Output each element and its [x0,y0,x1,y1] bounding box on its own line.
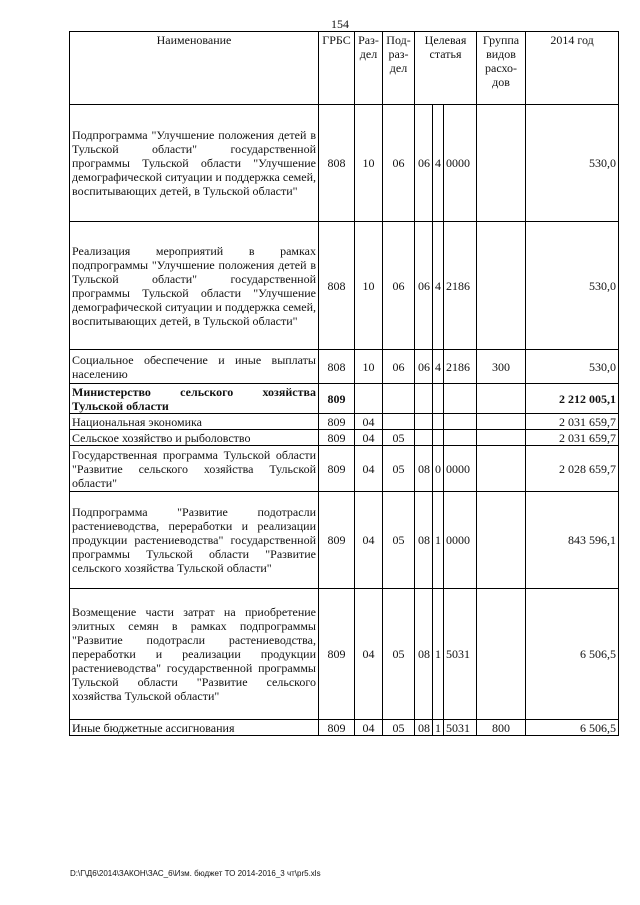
row-grbs: 809 [319,414,355,430]
row-name: Министерство сельского хозяйства Тульской области [70,384,319,414]
row-target-item-code [444,384,477,414]
row-name: Подпрограмма "Развитие подотрасли растениеводства, переработки и реализации продукции растениеводства" государственной программы Тульской области "Развитие сельского хозяйства Тульской области" [70,492,319,589]
row-podrazdel: 05 [383,430,415,446]
row-name: Сельское хозяйство и рыболовство [70,430,319,446]
header-razdel: Раз- дел [355,32,383,105]
row-amount: 530,0 [526,350,619,384]
row-target-program-code [415,430,433,446]
row-expense-type [477,446,526,492]
row-grbs: 809 [319,384,355,414]
row-amount: 6 506,5 [526,589,619,720]
row-podrazdel: 05 [383,446,415,492]
row-target-item-code [444,430,477,446]
row-amount: 2 031 659,7 [526,430,619,446]
table-row [70,350,619,384]
row-expense-type [477,430,526,446]
row-target-program-code: 08 [415,492,433,589]
row-razdel: 04 [355,720,383,736]
row-name: Иные бюджетные ассигнования [70,720,319,736]
row-target-program-code: 08 [415,720,433,736]
row-amount: 6 506,5 [526,720,619,736]
table-row [70,720,619,736]
row-razdel: 04 [355,430,383,446]
row-name: Национальная экономика [70,414,319,430]
row-name: Подпрограмма "Улучшение положения детей в Тульской области" государственной программы Тульской области "Улучшение демографической ситуации и поддержка семей, воспитывающих детей, в Тульской области" [70,105,319,222]
table-row [70,589,619,720]
row-expense-type [477,105,526,222]
row-expense-type [477,384,526,414]
row-amount: 843 596,1 [526,492,619,589]
row-target-item-code: 0000 [444,492,477,589]
page-number: 154 [331,17,349,31]
row-podrazdel: 06 [383,105,415,222]
row-razdel: 04 [355,492,383,589]
row-amount: 530,0 [526,222,619,350]
row-grbs: 809 [319,589,355,720]
row-razdel: 10 [355,105,383,222]
row-razdel: 10 [355,222,383,350]
row-expense-type [477,589,526,720]
row-grbs: 808 [319,350,355,384]
row-target-item-code: 2186 [444,222,477,350]
budget-table [69,31,619,736]
row-podrazdel: 05 [383,589,415,720]
table-row [70,430,619,446]
row-expense-type [477,222,526,350]
row-razdel: 04 [355,414,383,430]
row-grbs: 808 [319,105,355,222]
header-celevaya-statya: Целевая статья [415,32,477,105]
row-grbs: 809 [319,446,355,492]
row-target-program-code: 06 [415,350,433,384]
row-expense-type: 300 [477,350,526,384]
row-target-subprogram-code [433,430,444,446]
table-row [70,446,619,492]
header-name: Наименование [70,32,319,105]
row-target-item-code: 2186 [444,350,477,384]
row-target-item-code: 5031 [444,589,477,720]
row-podrazdel: 05 [383,492,415,589]
row-razdel: 04 [355,446,383,492]
file-path-footer: D:\Г\Д6\2014\ЗАКОН\ЗАС_6\Изм. бюджет ТО 2014-2016_3 чт\pr5.xls [70,869,321,878]
row-target-program-code: 08 [415,589,433,720]
row-target-subprogram-code: 1 [433,589,444,720]
header-podrazdel: Под- раз- дел [383,32,415,105]
row-grbs: 808 [319,222,355,350]
row-amount: 530,0 [526,105,619,222]
row-target-subprogram-code [433,414,444,430]
row-target-program-code [415,414,433,430]
row-target-subprogram-code: 1 [433,720,444,736]
row-expense-type [477,414,526,430]
row-razdel [355,384,383,414]
row-grbs: 809 [319,430,355,446]
row-target-subprogram-code: 4 [433,105,444,222]
row-target-program-code: 06 [415,222,433,350]
row-target-item-code: 0000 [444,446,477,492]
row-podrazdel [383,384,415,414]
row-grbs: 809 [319,492,355,589]
row-amount: 2 212 005,1 [526,384,619,414]
row-name: Возмещение части затрат на приобретение элитных семян в рамках подпрограммы "Развитие подотрасли растениеводства, переработки и реализации продукции растениеводства" государственной программы Тульской области "Развитие сельского хозяйства Тульской области" [70,589,319,720]
row-target-subprogram-code: 1 [433,492,444,589]
row-target-subprogram-code: 0 [433,446,444,492]
row-name: Государственная программа Тульской области "Развитие сельского хозяйства Тульской области" [70,446,319,492]
row-target-subprogram-code: 4 [433,350,444,384]
row-target-program-code: 08 [415,446,433,492]
row-podrazdel [383,414,415,430]
row-expense-type [477,492,526,589]
row-target-item-code: 5031 [444,720,477,736]
row-razdel: 10 [355,350,383,384]
row-target-item-code: 0000 [444,105,477,222]
row-grbs: 809 [319,720,355,736]
row-amount: 2 031 659,7 [526,414,619,430]
table-row [70,105,619,222]
row-podrazdel: 05 [383,720,415,736]
row-razdel: 04 [355,589,383,720]
table-row [70,222,619,350]
table-row [70,384,619,414]
header-year: 2014 год [526,32,619,105]
row-target-program-code [415,384,433,414]
table-row [70,414,619,430]
row-target-subprogram-code: 4 [433,222,444,350]
row-name: Реализация мероприятий в рамках подпрограммы "Улучшение положения детей в Тульской области" государственной программы Тульской области "Улучшение демографической ситуации и поддержка семей, воспитывающих детей, в Тульской области" [70,222,319,350]
table-header-row [70,32,619,105]
row-target-subprogram-code [433,384,444,414]
row-podrazdel: 06 [383,350,415,384]
row-podrazdel: 06 [383,222,415,350]
header-gruppa-vidov: Группа видов расхо- дов [477,32,526,105]
row-amount: 2 028 659,7 [526,446,619,492]
row-target-item-code [444,414,477,430]
table-row [70,492,619,589]
row-target-program-code: 06 [415,105,433,222]
header-grbs: ГРБС [319,32,355,105]
row-name: Социальное обеспечение и иные выплаты населению [70,350,319,384]
row-expense-type: 800 [477,720,526,736]
